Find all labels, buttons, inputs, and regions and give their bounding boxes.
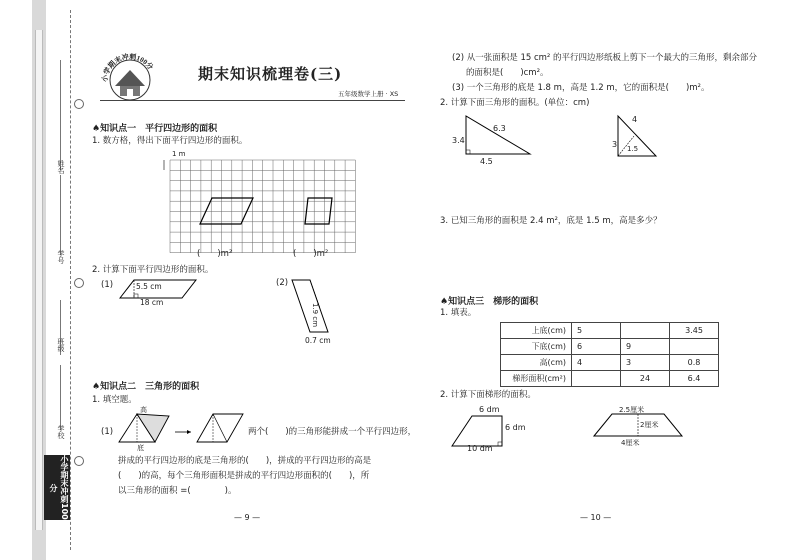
trap1-top: 6 dm <box>479 405 500 414</box>
section1-heading: ♠知识点一 平行四边形的面积 <box>92 124 218 134</box>
fig2-side: 1.9 cm <box>311 303 319 328</box>
table-cell: 3 <box>621 355 670 371</box>
id-line <box>60 175 61 255</box>
name-line <box>60 60 61 170</box>
table-cell: 4 <box>572 355 621 371</box>
fill-line-1: 两个( )的三角形能拼成一个平行四边形， <box>248 427 417 437</box>
rq-height: 3. 已知三角形的面积是 2.4 m²，底是 1.5 m，高是多少？ <box>440 216 662 226</box>
grid-blank-2: ( )m² <box>293 249 329 259</box>
svg-text:小学期末冲刺100分: 小学期末冲刺100分 <box>100 52 155 83</box>
page-number-right: — 10 — <box>580 513 612 522</box>
binding-hole <box>74 278 84 288</box>
triangle-fig2 <box>610 112 665 167</box>
row-label: 梯形面积(cm²) <box>501 371 572 387</box>
section2-heading: ♠知识点二 三角形的面积 <box>92 382 200 392</box>
grid-parallelogram-1 <box>200 198 253 224</box>
rq3: (3) 一个三角形的底是 1.8 m，高是 1.2 m，它的面积是( )m²。 <box>452 83 710 93</box>
square-grid <box>158 148 358 260</box>
grid-blank-1: ( )m² <box>197 249 233 259</box>
school-label: 学校 <box>57 425 65 439</box>
table-cell <box>670 339 719 355</box>
title-rule <box>100 100 405 101</box>
fill-num: (1) <box>101 427 114 437</box>
name-label: 姓名 <box>57 160 65 174</box>
fig-base-label: 底 <box>137 444 144 452</box>
table-cell <box>621 323 670 339</box>
table-row <box>501 371 719 387</box>
table-cell: 0.8 <box>670 355 719 371</box>
row-label: 上底(cm) <box>501 323 572 339</box>
school-line <box>60 365 61 430</box>
binding-strip-inner <box>35 30 43 530</box>
trap1-base: 10 dm <box>467 444 493 453</box>
fill-line-2: 拼成的平行四边形的底是三角形的( )，拼成的平行四边形的高是 <box>118 456 372 466</box>
trap2-base: 4厘米 <box>621 439 640 447</box>
row-label: 高(cm) <box>501 355 572 371</box>
unit-label: 1 m <box>172 150 186 158</box>
spade-icon: ♠ <box>92 382 101 392</box>
table-cell: 24 <box>621 371 670 387</box>
fill-line-4: 以三角形的面积 =( )。 <box>118 486 237 496</box>
trapezoid-table <box>500 322 719 387</box>
trap2-top: 2.5厘米 <box>619 406 645 414</box>
grid-parallelogram-2 <box>305 198 332 224</box>
section3-heading: ♠知识点三 梯形的面积 <box>440 297 539 307</box>
page-number-left: — 9 — <box>234 513 261 522</box>
fig1-base: 18 cm <box>140 298 164 307</box>
tri2-label-c: 1.5 <box>627 145 639 153</box>
fill-line-3: ( )的高，每个三角形面积是拼成的平行四边形面积的( )，所 <box>118 471 370 481</box>
table-cell: 3.45 <box>670 323 719 339</box>
triangle-fig1 <box>460 112 540 162</box>
table-cell: 6 <box>572 339 621 355</box>
brand-vertical: 小学期末冲刺100分 <box>44 455 70 520</box>
tri2-label-a: 4 <box>632 115 638 124</box>
table-row <box>501 339 719 355</box>
id-label: 学号 <box>57 250 65 264</box>
row-label: 下底(cm) <box>501 339 572 355</box>
tri1-label-a: 6.3 <box>493 124 506 133</box>
table-cell: 6.4 <box>670 371 719 387</box>
s3-q1: 1. 填表。 <box>440 308 477 318</box>
table-row <box>501 355 719 371</box>
s2-q1: 1. 填空题。 <box>92 395 137 405</box>
fig-height-label: 高 <box>140 406 147 414</box>
binding-hole <box>74 99 84 109</box>
table-row <box>501 323 719 339</box>
table-cell: 5 <box>572 323 621 339</box>
trap2-height: 2厘米 <box>640 421 659 429</box>
fig2-base: 0.7 cm <box>305 336 331 345</box>
trap1-height: 6 dm <box>505 423 526 432</box>
rq2-line1: (2) 从一张面积是 15 cm² 的平行四边形纸板上剪下一个最大的三角形，剩余部分 <box>452 53 758 63</box>
tri1-label-b: 3.4 <box>452 136 465 145</box>
s1-q2: 2. 计算下面平行四边形的面积。 <box>92 265 214 275</box>
binding-hole <box>74 456 84 466</box>
tri1-label-c: 4.5 <box>480 157 493 166</box>
spade-icon: ♠ <box>92 124 101 134</box>
page-title: 期末知识梳理卷(三) <box>198 65 343 83</box>
s3-q2: 2. 计算下面梯形的面积。 <box>440 390 536 400</box>
grade-badge: 五年级数学上册 · XS <box>338 90 399 98</box>
triangle-combine-figure <box>115 408 245 453</box>
s1-q1: 1. 数方格，得出下面平行四边形的面积。 <box>92 136 248 146</box>
fig2-num: (2) <box>276 278 289 288</box>
spade-icon: ♠ <box>440 297 449 307</box>
logo-text <box>95 52 165 102</box>
rq2-line2: 的面积是( )cm²。 <box>466 68 549 78</box>
class-label: 班级 <box>57 338 65 352</box>
tri2-label-b: 3 <box>612 140 618 149</box>
cut-line <box>70 10 71 550</box>
table-cell: 9 <box>621 339 670 355</box>
fig1-height: 5.5 cm <box>136 282 162 291</box>
fig1-num: (1) <box>101 280 114 290</box>
calc-title: 2. 计算下面三角形的面积。(单位：cm) <box>440 98 590 108</box>
table-cell <box>572 371 621 387</box>
